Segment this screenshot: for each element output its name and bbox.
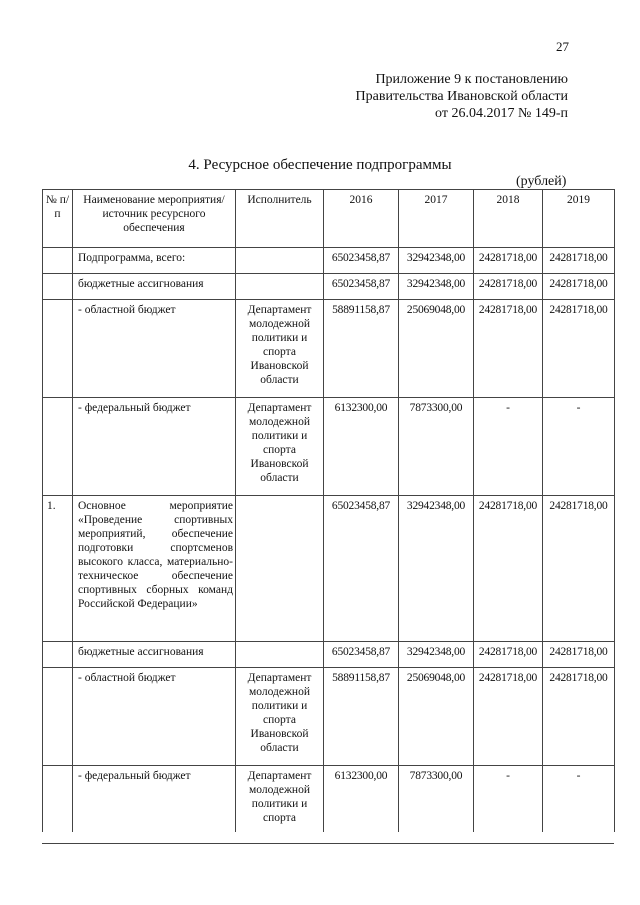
- row-value-2017: 32942348,00: [399, 642, 474, 668]
- row-value-2016: 58891158,87: [324, 300, 399, 398]
- row-value-2017: 32942348,00: [399, 496, 474, 642]
- row-executor: [236, 496, 324, 642]
- appendix-line-2: Правительства Ивановской области: [355, 89, 568, 104]
- row-executor: Департамент молодежной политики и спорта: [236, 766, 324, 832]
- row-value-2016: 6132300,00: [324, 766, 399, 832]
- row-num: [43, 248, 73, 274]
- row-value-2016: 65023458,87: [324, 274, 399, 300]
- row-value-2018: 24281718,00: [474, 274, 543, 300]
- row-num: [43, 766, 73, 832]
- appendix-line-3: от 26.04.2017 № 149-п: [435, 106, 568, 121]
- row-value-2018: 24281718,00: [474, 496, 543, 642]
- row-num: [43, 642, 73, 668]
- table-row: [43, 300, 615, 398]
- row-num: [43, 300, 73, 398]
- row-name: бюджетные ассигнования: [73, 274, 236, 300]
- appendix-reference: [356, 71, 568, 122]
- row-name: - областной бюджет: [73, 668, 236, 766]
- row-value-2018: -: [474, 766, 543, 832]
- row-name: - федеральный бюджет: [73, 398, 236, 496]
- row-num: [43, 668, 73, 766]
- row-value-2016: 58891158,87: [324, 668, 399, 766]
- table-row: [43, 642, 615, 668]
- row-executor: [236, 248, 324, 274]
- table-row: [43, 496, 615, 642]
- header-2016: 2016: [324, 190, 399, 248]
- row-executor: Департамент молодежной политики и спорта Ивановской области: [236, 668, 324, 766]
- row-value-2016: 65023458,87: [324, 642, 399, 668]
- row-executor: Департамент молодежной политики и спорта Ивановской области: [236, 300, 324, 398]
- row-value-2017: 25069048,00: [399, 300, 474, 398]
- table-row: [43, 668, 615, 766]
- header-2017: 2017: [399, 190, 474, 248]
- row-num: [43, 274, 73, 300]
- row-value-2019: 24281718,00: [543, 274, 615, 300]
- row-value-2019: 24281718,00: [543, 248, 615, 274]
- row-value-2017: 32942348,00: [399, 274, 474, 300]
- table-row: [43, 248, 615, 274]
- row-value-2019: 24281718,00: [543, 642, 615, 668]
- row-value-2016: 6132300,00: [324, 398, 399, 496]
- table-row: [43, 398, 615, 496]
- row-num: 1.: [43, 496, 73, 642]
- row-value-2018: 24281718,00: [474, 248, 543, 274]
- row-value-2018: 24281718,00: [474, 642, 543, 668]
- row-name: Основное мероприятие «Проведение спортивных мероприятий, обеспечение подготовки спортсменов высокого класса, материально-техническое обеспечение спортивных сборных команд Российской Федерации»: [73, 496, 236, 642]
- row-num: [43, 398, 73, 496]
- row-value-2018: 24281718,00: [474, 668, 543, 766]
- row-value-2019: 24281718,00: [543, 300, 615, 398]
- row-executor: [236, 274, 324, 300]
- header-2019: 2019: [543, 190, 615, 248]
- row-value-2019: -: [543, 766, 615, 832]
- row-value-2019: 24281718,00: [543, 668, 615, 766]
- row-value-2018: -: [474, 398, 543, 496]
- header-name: Наименование мероприятия/источник ресурсного обеспечения: [73, 190, 236, 248]
- row-name: Подпрограмма, всего:: [73, 248, 236, 274]
- resource-table: [42, 189, 615, 832]
- row-executor: [236, 642, 324, 668]
- header-2018: 2018: [474, 190, 543, 248]
- row-value-2016: 65023458,87: [324, 496, 399, 642]
- appendix-line-1: Приложение 9 к постановлению: [375, 72, 568, 87]
- page-number: 27: [556, 39, 569, 54]
- row-name: - областной бюджет: [73, 300, 236, 398]
- row-value-2016: 65023458,87: [324, 248, 399, 274]
- table-row: [43, 766, 615, 832]
- row-value-2017: 32942348,00: [399, 248, 474, 274]
- table-row: [43, 274, 615, 300]
- row-executor: Департамент молодежной политики и спорта Ивановской области: [236, 398, 324, 496]
- units-label: (рублей): [516, 174, 567, 189]
- row-value-2018: 24281718,00: [474, 300, 543, 398]
- section-title: 4. Ресурсное обеспечение подпрограммы: [188, 157, 452, 173]
- row-name: - федеральный бюджет: [73, 766, 236, 832]
- row-value-2017: 25069048,00: [399, 668, 474, 766]
- row-value-2019: 24281718,00: [543, 496, 615, 642]
- table-header-row: [43, 190, 615, 248]
- row-value-2017: 7873300,00: [399, 398, 474, 496]
- row-name: бюджетные ассигнования: [73, 642, 236, 668]
- header-executor: Исполнитель: [236, 190, 324, 248]
- header-num: № п/п: [43, 190, 73, 248]
- row-value-2019: -: [543, 398, 615, 496]
- row-value-2017: 7873300,00: [399, 766, 474, 832]
- table-bottom-border: [42, 843, 614, 844]
